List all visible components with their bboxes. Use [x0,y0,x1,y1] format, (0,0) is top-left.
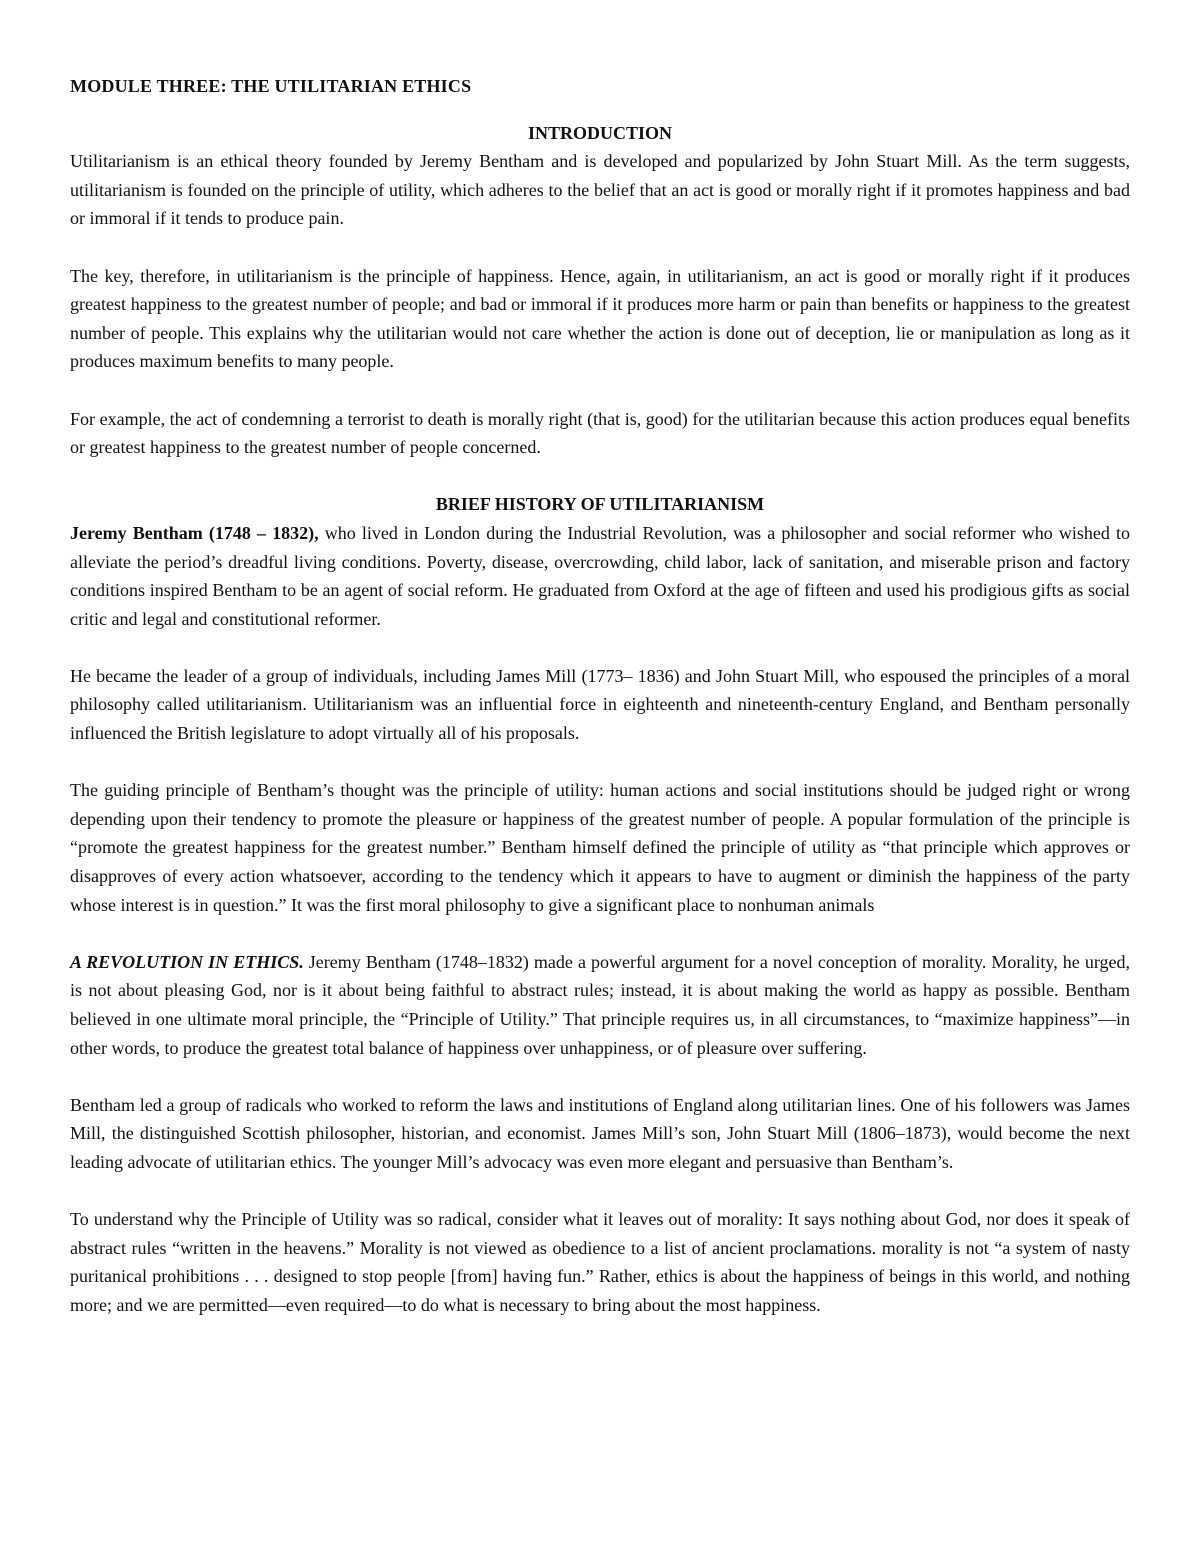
introduction-paragraph-2: The key, therefore, in utilitarianism is the principle of happiness. Hence, again, in utilitarianism, an act is good or morally right if it produces greatest happiness to the greatest number of people; and bad or immoral if it produces more harm or pain than benefits or happiness to the greatest number of people. This explains why the utilitarian would not care whether the action is done out of deception, lie or manipulation as long as it produces maximum benefits to many people. [70,265,1130,372]
history-paragraph-1-text: who lived in London during the Industrial Revolution, was a philosopher and social reformer who wished to alleviate the period’s dreadful living conditions. Poverty, disease, overcrowding, child labor, lack of sanitation, and miserable prison and factory conditions inspired Bentham to be an agent of social reform. He graduated from Oxford at the age of fifteen and used his prodigious gifts as social critic and legal and constitutional reformer. [70,522,1130,629]
history-paragraph-4 [70,948,1130,1062]
history-paragraph-1 [70,519,1130,633]
history-paragraph-5: Bentham led a group of radicals who worked to reform the laws and institutions of England along utilitarian lines. One of his followers was James Mill, the distinguished Scottish philosopher, historian, and economist. James Mill’s son, John Stuart Mill (1806–1873), would become the next leading advocate of utilitarian ethics. The younger Mill’s advocacy was even more elegant and persuasive than Bentham’s. [70,1094,1130,1172]
introduction-paragraph-1: Utilitarianism is an ethical theory founded by Jeremy Bentham and is developed and popularized by John Stuart Mill. As the term suggests, utilitarianism is founded on the principle of utility, which adheres to the belief that an act is good or morally right if it promotes happiness and bad or immoral if it tends to produce pain. [70,151,1130,229]
introduction-heading: INTRODUCTION [527,122,673,143]
history-paragraph-2: He became the leader of a group of individuals, including James Mill (1773– 1836) and John Stuart Mill, who espoused the principles of a moral philosophy called utilitarianism. Utilitarianism was an influential force in eighteenth and nineteenth-century England, and Bentham personally influenced the British legislature to adopt virtually all of his proposals. [70,665,1130,744]
document-page [70,72,1130,1348]
revolution-in-ethics-lead: A REVOLUTION IN ETHICS. [70,951,304,972]
history-paragraph-4-text: Jeremy Bentham (1748–1832) made a powerful argument for a novel conception of morality. Morality, he urged, is not about pleasing God, nor is it about being faithful to abstract rules; instead, it is about making the world as happy as possible. Bentham believed in one ultimate moral principle, the “Principle of Utility.” That principle requires us, in all circumstances, to “maximize happiness”—in other words, to produce the greatest total balance of happiness over unhappiness, or of pleasure over suffering. [70,951,1130,1058]
introduction-paragraph-3: For example, the act of condemning a terrorist to death is morally right (that is, good) for the utilitarian because this action produces equal benefits or greatest happiness to the greatest number of people concerned. [70,408,1130,458]
module-title: MODULE THREE: THE UTILITARIAN ETHICS [70,76,472,96]
history-paragraph-3: The guiding principle of Bentham’s thought was the principle of utility: human actions and social institutions should be judged right or wrong depending upon their tendency to promote the pleasure or happiness of the greatest number of people. A popular formulation of the principle is “promote the greatest happiness for the greatest number.” Bentham himself defined the principle of utility as “that principle which approves or disapproves of every action whatsoever, according to the tendency which it appears to have to augment or diminish the happiness of the party whose interest is in question.” It was the first moral philosophy to give a significant place to nonhuman animals [70,780,1130,915]
history-paragraph-6: To understand why the Principle of Utility was so radical, consider what it leaves out of morality: It says nothing about God, nor does it speak of abstract rules “written in the heavens.” Morality is not viewed as obedience to a list of ancient proclamations. morality is not “a system of nasty puritanical prohibitions . . . designed to stop people [from] having fun.” Rather, ethics is about the happiness of beings in this world, and nothing more; and we are permitted—even required—to do what is necessary to bring about the most happiness. [70,1209,1130,1315]
history-heading: BRIEF HISTORY OF UTILITARIANISM [435,494,765,515]
bentham-name-lead: Jeremy Bentham (1748 – 1832), [70,522,319,543]
